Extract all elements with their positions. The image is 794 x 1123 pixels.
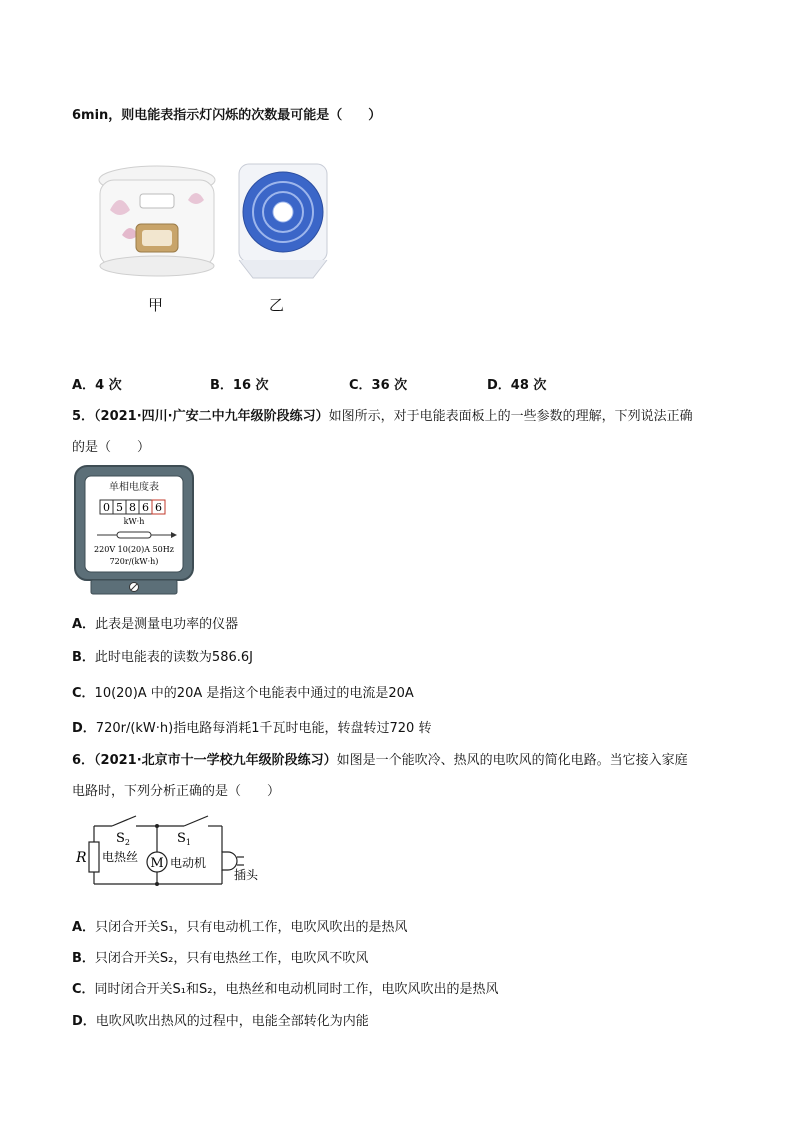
meter-digit-5: 6	[155, 501, 162, 514]
rice-cooker-image	[92, 160, 222, 280]
q4-option-d: D．48 次	[487, 378, 547, 393]
motor-label: 电动机	[170, 856, 207, 870]
resistor-label: R	[76, 850, 87, 866]
q6-stem-line2: 电路时，下列分析正确的是（ ）	[72, 784, 281, 799]
meter-spec-1: 220V 10(20)A 50Hz	[94, 545, 174, 554]
switch-s2-sub: 2	[124, 838, 130, 847]
meter-digit-2: 5	[116, 501, 123, 514]
q6-stem-line1: 6．（2021·北京市十一学校九年级阶段练习）如图是一个能吹冷、热风的电吹风的简化电路。当它接入家庭	[72, 753, 688, 768]
q4-option-b: B．16 次	[210, 378, 269, 393]
q6-option-d: D．电吹风吹出热风的过程中，电能全部转化为内能	[72, 1014, 369, 1029]
figure-label-jia: 甲	[148, 296, 164, 314]
figure-label-yi: 乙	[269, 296, 285, 314]
q4-option-a: A．4 次	[72, 378, 122, 393]
meter-spec-2: 720r/(kW·h)	[109, 557, 159, 566]
meter-digit-4: 6	[142, 501, 149, 514]
q5-stem-line1: 5．（2021·四川·广安二中九年级阶段练习）如图所示，对于电能表面板上的一些参数的理解，下列说法正确	[72, 409, 693, 424]
q6-option-a: A．只闭合开关S₁，只有电动机工作，电吹风吹出的是热风	[72, 920, 408, 935]
box-fan-image	[233, 160, 333, 282]
q6-option-c: C．同时闭合开关S₁和S₂，电热丝和电动机同时工作，电吹风吹出的是热风	[72, 982, 499, 997]
q5-stem-line2: 的是（ ）	[72, 440, 151, 455]
q5-option-a: A．此表是测量电功率的仪器	[72, 617, 239, 632]
heater-label: 电热丝	[102, 850, 139, 864]
q6-option-b: B．只闭合开关S₂，只有电热丝工作，电吹风不吹风	[72, 951, 369, 966]
switch-s1-sub: 1	[185, 838, 191, 847]
electric-meter-figure	[73, 464, 195, 600]
q4-stem-continuation: 6min，则电能表指示灯闪烁的次数最可能是（ ）	[72, 108, 382, 123]
switch-s1-label: S	[177, 831, 186, 846]
svg-text:S1	[177, 831, 191, 847]
motor-symbol: M	[150, 856, 164, 871]
hair-dryer-circuit-diagram	[72, 812, 272, 890]
q5-option-b: B．此时电能表的读数为586.6J	[72, 650, 253, 665]
svg-text:S2	[116, 831, 130, 847]
q5-option-c: C．10(20)A 中的20A 是指这个电能表中通过的电流是20A	[72, 686, 414, 701]
meter-digit-1: 0	[103, 501, 110, 514]
switch-s2-label: S	[116, 831, 125, 846]
meter-digit-3: 8	[129, 501, 136, 514]
q4-option-c: C．36 次	[349, 378, 408, 393]
meter-title: 单相电度表	[109, 482, 159, 493]
q5-option-d: D．720r/(kW·h)指电路每消耗1千瓦时电能，转盘转过720 转	[72, 721, 432, 736]
meter-unit: kW·h	[123, 517, 145, 526]
plug-label: 插头	[234, 868, 259, 882]
